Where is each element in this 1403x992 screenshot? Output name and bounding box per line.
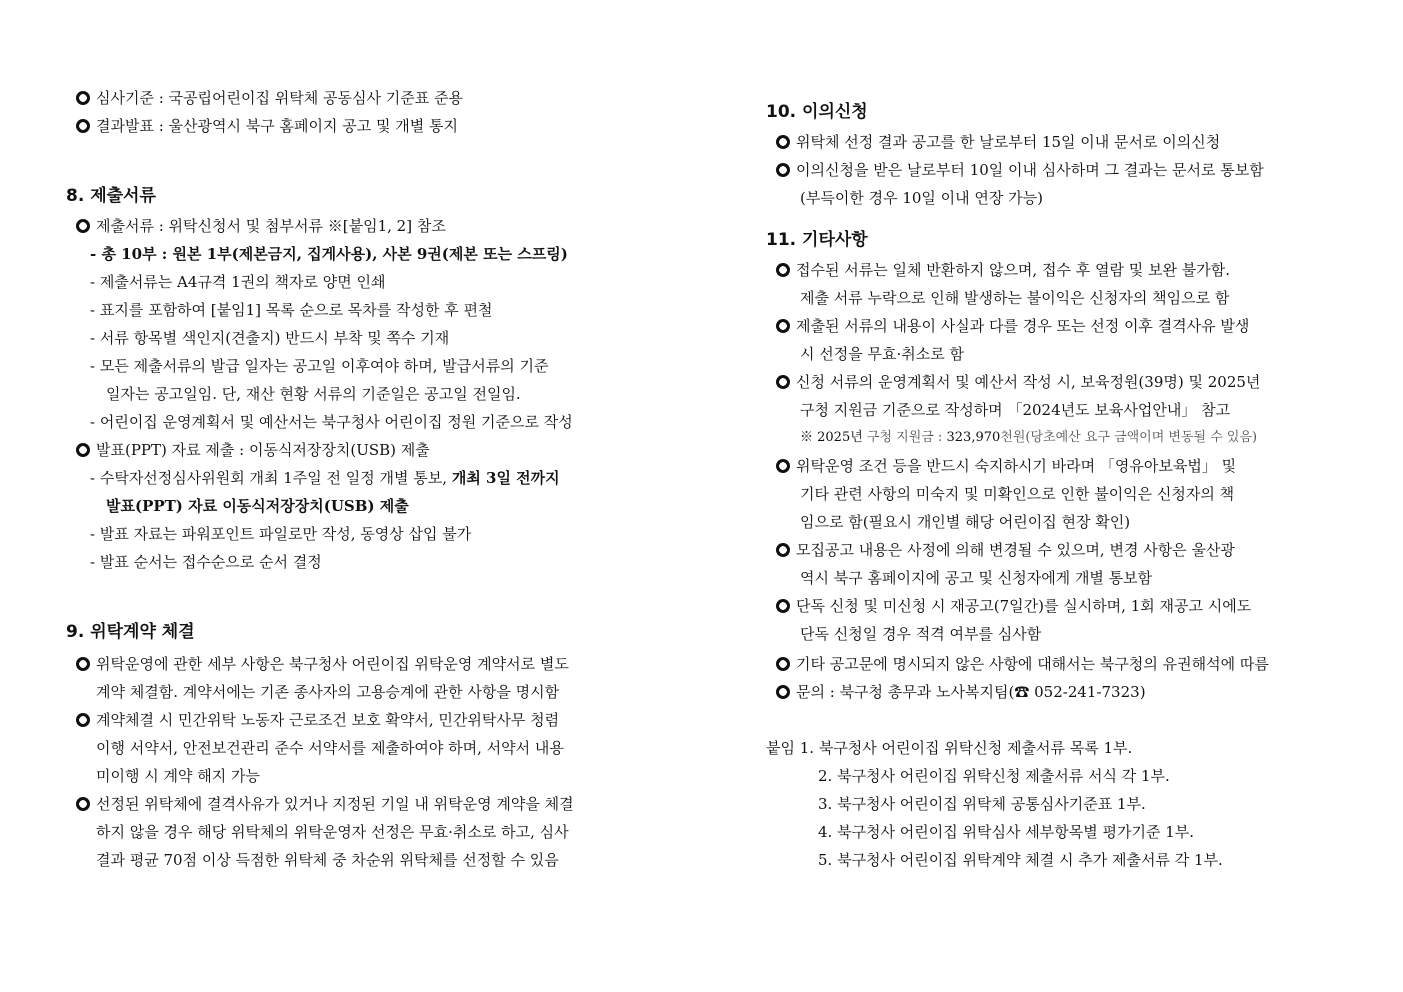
text-line: [800, 288, 1229, 308]
text-run: 단독 신청일 경우 적격 여부를 심사함: [800, 625, 1042, 643]
text-line: [818, 766, 1170, 786]
bullet-item: [76, 794, 574, 814]
circle-bullet-icon: [776, 163, 790, 177]
text-run: 제출서류 : 위탁신청서 및 첨부서류 ※[붙임1, 2] 참조: [96, 217, 446, 235]
text-run: 위탁운영에 관한 세부 사항은 북구청사 어린이집 위탁운영 계약서로 별도: [96, 655, 569, 673]
text-run: 계약 체결함. 계약서에는 기존 종사자의 고용승계에 관한 사항을 명시함: [96, 683, 560, 701]
section-heading: [766, 102, 868, 122]
text-run: (부득이한 경우 10일 이내 연장 가능): [800, 189, 1044, 207]
text-run: 323,970: [946, 430, 1001, 445]
text-line: [800, 512, 1130, 532]
text-run: - 표지를 포함하여 [붙임1] 목록 순으로 목차를 작성한 후 편철: [90, 301, 493, 319]
circle-bullet-icon: [76, 219, 90, 233]
text-run: 선정된 위탁체에 결격사유가 있거나 지정된 기일 내 위탁운영 계약을 체결: [96, 795, 574, 813]
circle-bullet-icon: [776, 657, 790, 671]
text-line: [96, 822, 569, 842]
section-heading: [66, 622, 195, 642]
text-line: [106, 496, 409, 516]
text-line: [90, 300, 493, 320]
text-run: 개최 3일 전까지: [451, 469, 560, 487]
bullet-item: [76, 440, 430, 460]
text-run: 붙임 1. 북구청사 어린이집 위탁신청 제출서류 목록 1부.: [766, 739, 1133, 757]
bullet-item: [776, 316, 1249, 336]
text-run: - 총 10부 : 원본 1부(제본금지, 집게사용), 사본 9권(제본 또는 스프링): [90, 245, 568, 263]
text-line: [90, 328, 449, 348]
text-line: [800, 400, 1230, 420]
text-run: 위탁운영 조건 등을 반드시 숙지하시기 바라며 「영유아보육법」 및: [796, 457, 1237, 475]
text-run: 제출된 서류의 내용이 사실과 다를 경우 또는 선정 이후 결격사유 발생: [796, 317, 1250, 335]
circle-bullet-icon: [776, 263, 790, 277]
bullet-item: [76, 216, 446, 236]
text-run: 모집공고 내용은 사정에 의해 변경될 수 있으며, 변경 사항은 울산광: [796, 541, 1235, 559]
text-run: 기타 관련 사항의 미숙지 및 미확인으로 인한 불이익은 신청자의 책: [800, 485, 1235, 503]
bullet-item: [776, 372, 1260, 392]
text-run: - 모든 제출서류의 발급 일자는 공고일 이후여야 하며, 발급서류의 기준: [90, 357, 549, 375]
text-run: 2. 북구청사 어린이집 위탁신청 제출서류 서식 각 1부.: [818, 767, 1170, 785]
text-run: 미이행 시 계약 해지 가능: [96, 767, 260, 785]
circle-bullet-icon: [76, 443, 90, 457]
text-run: 천원(당초예산 요구 금액이며 변동될 수 있음): [1000, 430, 1258, 445]
text-run: 9. 위탁계약 체결: [66, 622, 195, 642]
text-line: [90, 468, 560, 488]
text-line: [90, 524, 471, 544]
text-line: [800, 624, 1041, 644]
text-run: 결과 평균 70점 이상 득점한 위탁체 중 차순위 위탁체를 선정할 수 있음: [96, 851, 559, 869]
text-run: - 서류 항목별 색인지(견출지) 반드시 부착 및 쪽수 기재: [90, 329, 450, 347]
text-line: [90, 244, 568, 264]
circle-bullet-icon: [776, 599, 790, 613]
text-line: [96, 850, 559, 870]
text-run: 기타 공고문에 명시되지 않은 사항에 대해서는 북구청의 유권해석에 따름: [796, 655, 1269, 673]
text-line: [818, 794, 1146, 814]
bullet-item: [776, 540, 1235, 560]
text-run: 발표(PPT) 자료 제출 : 이동식저장장치(USB) 제출: [96, 441, 430, 459]
circle-bullet-icon: [76, 119, 90, 133]
circle-bullet-icon: [76, 657, 90, 671]
text-line: [800, 188, 1043, 208]
text-run: 구청 지원금 기준으로 작성하며 「2024년도 보육사업안내」 참고: [800, 401, 1231, 419]
text-run: 8. 제출서류: [66, 186, 156, 206]
text-run: 이의신청을 받은 날로부터 10일 이내 심사하며 그 결과는 문서로 통보함: [796, 161, 1264, 179]
circle-bullet-icon: [776, 459, 790, 473]
bullet-item: [776, 654, 1269, 674]
text-run: - 발표 자료는 파워포인트 파일로만 작성, 동영상 삽입 불가: [90, 525, 472, 543]
text-run: 역시 북구 홈페이지에 공고 및 신청자에게 개별 통보함: [800, 569, 1153, 587]
text-run: - 수탁자선정심사위원회 개최 1주일 전 일정 개별 통보,: [90, 469, 452, 487]
circle-bullet-icon: [776, 685, 790, 699]
bullet-item: [776, 682, 1146, 702]
bullet-item: [76, 88, 463, 108]
text-run: 결과발표 : 울산광역시 북구 홈페이지 공고 및 개별 통지: [96, 117, 458, 135]
text-line: [800, 484, 1234, 504]
circle-bullet-icon: [76, 797, 90, 811]
text-run: 구청 지원금 :: [866, 430, 947, 445]
circle-bullet-icon: [76, 91, 90, 105]
text-run: 10. 이의신청: [766, 102, 868, 122]
circle-bullet-icon: [776, 135, 790, 149]
text-line: [96, 738, 564, 758]
text-line: [90, 356, 548, 376]
bullet-item: [776, 132, 1220, 152]
text-line: [106, 384, 521, 404]
text-run: 임으로 함(필요시 개인별 해당 어린이집 현장 확인): [800, 513, 1131, 531]
text-run: - 제출서류는 A4규격 1권의 책자로 양면 인쇄: [90, 273, 386, 291]
text-run: 제출 서류 누락으로 인해 발생하는 불이익은 신청자의 책임으로 함: [800, 289, 1230, 307]
text-line: [766, 738, 1132, 758]
bullet-item: [76, 654, 569, 674]
bullet-item: [776, 596, 1251, 616]
text-run: 3. 북구청사 어린이집 위탁체 공통심사기준표 1부.: [818, 795, 1146, 813]
text-run: 이행 서약서, 안전보건관리 준수 서약서를 제출하여야 하며, 서약서 내용: [96, 739, 564, 757]
text-line: [818, 850, 1223, 870]
circle-bullet-icon: [776, 319, 790, 333]
section-heading: [66, 186, 156, 206]
text-line: [96, 682, 559, 702]
text-run: 하지 않을 경우 해당 위탁체의 위탁운영자 선정은 무효·취소로 하고, 심사: [96, 823, 569, 841]
text-line: [800, 344, 964, 364]
circle-bullet-icon: [76, 713, 90, 727]
bullet-item: [76, 710, 559, 730]
text-line: [90, 272, 385, 292]
text-run: 일자는 공고일임. 단, 재산 현황 서류의 기준일은 공고일 전일임.: [106, 385, 521, 403]
text-run: 접수된 서류는 일체 반환하지 않으며, 접수 후 열람 및 보완 불가함.: [796, 261, 1230, 279]
text-line: [818, 822, 1194, 842]
text-line: [90, 412, 573, 432]
circle-bullet-icon: [776, 543, 790, 557]
bullet-item: [76, 116, 458, 136]
text-run: 시 선정을 무효·취소로 함: [800, 345, 964, 363]
text-run: 위탁체 선정 결과 공고를 한 날로부터 15일 이내 문서로 이의신청: [796, 133, 1221, 151]
text-run: 신청 서류의 운영계획서 및 예산서 작성 시, 보육정원(39명) 및 2025년: [796, 373, 1261, 391]
text-run: ※ 2025년: [800, 430, 867, 445]
text-line: [96, 766, 260, 786]
text-run: - 발표 순서는 접수순으로 순서 결정: [90, 553, 322, 571]
text-run: - 어린이집 운영계획서 및 예산서는 북구청사 어린이집 정원 기준으로 작성: [90, 413, 573, 431]
text-line: [800, 568, 1152, 588]
text-run: 단독 신청 및 미신청 시 재공고(7일간)를 실시하며, 1회 재공고 시에도: [796, 597, 1252, 615]
section-heading: [766, 230, 868, 250]
text-line: [800, 428, 1257, 448]
text-run: 문의 : 북구청 총무과 노사복지팀(☎ 052-241-7323): [796, 683, 1146, 701]
circle-bullet-icon: [776, 375, 790, 389]
text-line: [90, 552, 322, 572]
bullet-item: [776, 260, 1230, 280]
text-run: 심사기준 : 국공립어린이집 위탁체 공동심사 기준표 준용: [96, 89, 463, 107]
text-run: 11. 기타사항: [766, 230, 868, 250]
bullet-item: [776, 456, 1236, 476]
text-run: 4. 북구청사 어린이집 위탁심사 세부항목별 평가기준 1부.: [818, 823, 1195, 841]
bullet-item: [776, 160, 1264, 180]
text-run: 발표(PPT) 자료 이동식저장장치(USB) 제출: [106, 497, 409, 515]
text-run: 계약체결 시 민간위탁 노동자 근로조건 보호 확약서, 민간위탁사무 청렴: [96, 711, 560, 729]
text-run: 5. 북구청사 어린이집 위탁계약 체결 시 추가 제출서류 각 1부.: [818, 851, 1223, 869]
